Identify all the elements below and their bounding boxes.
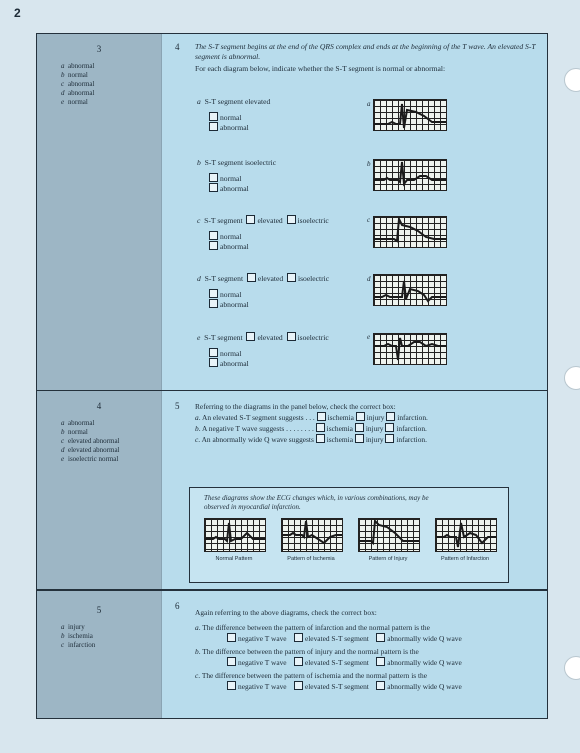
negative-t-checkbox[interactable] [227,633,236,642]
negative-t-checkbox[interactable] [227,657,236,666]
elevated-st-checkbox[interactable] [294,657,303,666]
infarction-checkbox[interactable] [385,423,394,432]
answer-item: b normal [61,71,88,79]
elevated-checkbox[interactable] [246,215,255,224]
frame-panel-3 [36,590,548,719]
isoelectric-checkbox[interactable] [287,273,296,282]
pattern-label: Pattern of Ischemia [287,556,335,562]
normal-checkbox[interactable] [209,231,218,240]
item-e: e S-T segment elevated isoelectric normal abnormal [197,333,329,368]
answer-item: c elevated abnormal [61,437,120,445]
item-a: a S-T segment elevated normal abnormal [197,97,271,132]
answer-item: e normal [61,98,88,106]
answer-item: d elevated abnormal [61,446,120,454]
binder-hole-middle [564,366,580,390]
answer-item: d abnormal [61,89,95,97]
ecg-figure-c [373,216,447,248]
abnormal-checkbox[interactable] [209,358,218,367]
ecg-figure-e [373,333,447,365]
infarction-checkbox[interactable] [385,434,394,443]
ischemia-checkbox[interactable] [317,412,326,421]
figure-letter: b [367,160,371,168]
answer-column [37,591,162,718]
binder-hole-top [564,68,580,92]
item-d: d S-T segment elevated isoelectric normal abnormal [197,274,330,309]
negative-t-checkbox[interactable] [227,681,236,690]
frame-panel-2 [36,390,548,590]
question-area [175,601,539,718]
injury-checkbox[interactable] [355,434,364,443]
ischemia-checkbox[interactable] [316,434,325,443]
answer-list [37,419,161,464]
elevated-st-checkbox[interactable] [294,633,303,642]
figure-caption: These diagrams show the ECG changes which, in various combinations, may be observed in myocardial infarction. [204,494,429,511]
answer-item: a abnormal [61,419,95,427]
question-instruction: For each diagram below, indicate whether the S-T segment is normal or abnormal: [195,64,446,73]
answer-number: 5 [96,605,102,615]
frame-panel-1 [36,33,548,391]
pattern-infarction [435,518,495,563]
wide-q-checkbox[interactable] [376,681,385,690]
question-intro-italic: The S-T segment begins at the end of the QRS complex and ends at the beginning of the T wave. An elevated S-T segment is abnormal. [195,42,536,61]
question-number: 4 [175,42,180,52]
answer-number: 3 [96,44,102,54]
figure-letter: d [367,275,371,283]
infarction-checkbox[interactable] [386,412,395,421]
question-area [175,401,539,589]
figure-letter: e [367,333,371,341]
q6-item-c: c. The difference between the pattern of ischemia and the normal pattern is the negative T wave elevated S-T segment abnormally wide Q wave [195,671,462,691]
q5-line-a: a. An elevated S-T segment suggests . . . ischemia injury infarction. [195,413,428,422]
ecg-injury-pattern [358,518,420,552]
q5-line-c: c. An abnormally wide Q wave suggests ischemia injury infarction. [195,435,427,444]
abnormal-checkbox[interactable] [209,241,218,250]
page-number: 2 [14,6,21,20]
answer-list [37,62,161,107]
q5-line-b: b. A negative T wave suggests . . . . . . . . ischemia injury infarction. [195,424,427,433]
injury-checkbox[interactable] [355,423,364,432]
answer-number: 4 [96,401,102,411]
abnormal-checkbox[interactable] [209,122,218,131]
q6-item-a: a. The difference between the pattern of infarction and the normal pattern is the negative T wave elevated S-T segment abnormally wide Q wave [195,623,462,643]
question-instruction: Referring to the diagrams in the panel below, check the correct box: [195,402,396,411]
answer-item: e isoelectric normal [61,455,119,463]
ecg-figure-b [373,159,447,191]
ischemia-checkbox[interactable] [316,423,325,432]
normal-checkbox[interactable] [209,348,218,357]
q6-item-b: b. The difference between the pattern of injury and the normal pattern is the negative T wave elevated S-T segment abnormally wide Q wave [195,647,462,667]
item-b: b S-T segment isoelectric normal abnormal [197,158,277,193]
isoelectric-checkbox[interactable] [287,332,296,341]
answer-item: a abnormal [61,62,95,70]
ecg-infarction-pattern [435,518,497,552]
ecg-ischemia-pattern [281,518,343,552]
ecg-patterns-figure [189,487,509,583]
question-number: 5 [175,401,180,411]
answer-column [37,34,162,390]
injury-checkbox[interactable] [356,412,365,421]
pattern-label: Pattern of Infarction [441,556,489,562]
wide-q-checkbox[interactable] [376,657,385,666]
elevated-checkbox[interactable] [246,332,255,341]
question-instruction: Again referring to the above diagrams, check the correct box: [195,608,377,617]
normal-checkbox[interactable] [209,112,218,121]
answer-item: b ischemia [61,632,93,640]
elevated-checkbox[interactable] [247,273,256,282]
figure-letter: c [367,216,371,224]
elevated-st-checkbox[interactable] [294,681,303,690]
ecg-figure-d [373,274,447,306]
answer-item: c abnormal [61,80,95,88]
question-area [175,42,539,390]
item-c: c S-T segment elevated isoelectric normal abnormal [197,216,329,251]
pattern-label: Pattern of Injury [368,556,408,562]
normal-checkbox[interactable] [209,289,218,298]
wide-q-checkbox[interactable] [376,633,385,642]
abnormal-checkbox[interactable] [209,183,218,192]
answer-list [37,623,161,650]
pattern-normal [204,518,264,563]
question-number: 6 [175,601,180,611]
isoelectric-checkbox[interactable] [287,215,296,224]
normal-checkbox[interactable] [209,173,218,182]
pattern-injury [358,518,418,563]
answer-item: a injury [61,623,85,631]
pattern-label: Normal Pattern [215,556,253,562]
answer-item: c infarction [61,641,96,649]
ecg-figure-a [373,99,447,131]
answer-item: b normal [61,428,88,436]
figure-letter: a [367,100,371,108]
ecg-normal-pattern [204,518,266,552]
pattern-ischemia [281,518,341,563]
abnormal-checkbox[interactable] [209,299,218,308]
binder-hole-bottom [564,656,580,680]
answer-column [37,391,162,589]
